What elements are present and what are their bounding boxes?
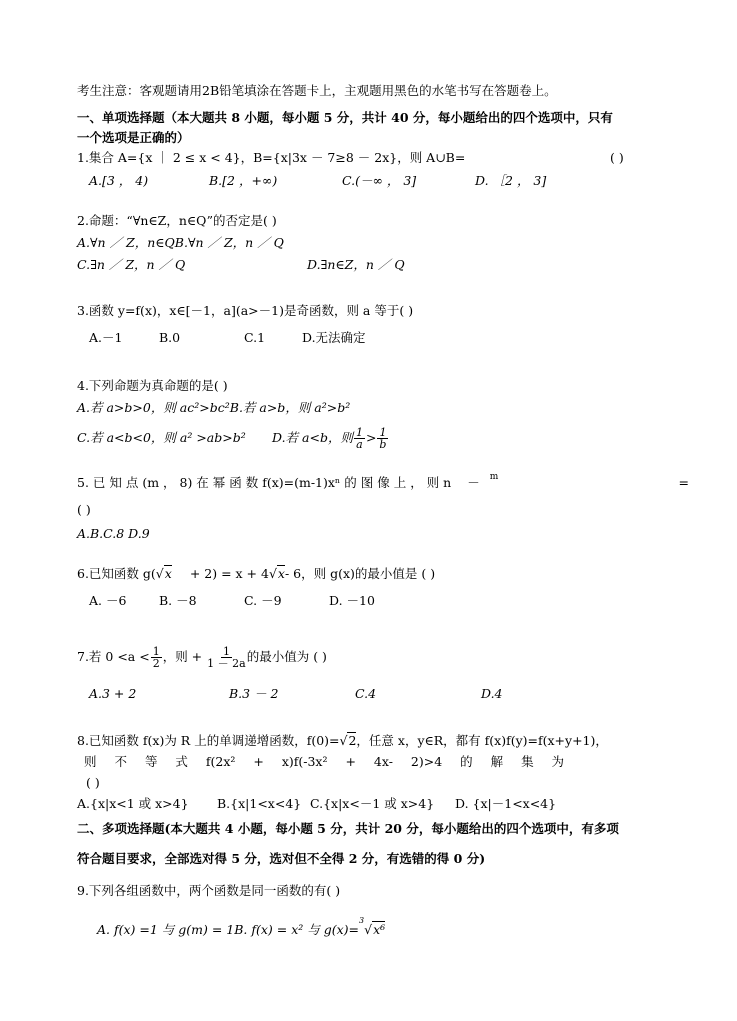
q6-option-d: D. －10 [329,593,375,608]
q7-option-b: B.3 － 2 [229,686,279,701]
frac-denominator: b [379,438,387,451]
q2-option-d: D.∃n∈Z，n ／ Q [307,257,405,272]
frac-numerator: 1 [222,645,230,658]
q5-equals: = [678,475,689,490]
q9-stem: 9.下列各组函数中，两个函数是同一函数的有( ) [77,883,341,898]
q4-stem: 4.下列命题为真命题的是( ) [77,378,228,393]
q8-option-b: B.{x|1<x<4} [217,796,302,811]
q9-root-index: 3 [359,916,365,925]
q8-option-c: C.{x|x<－1 或 x>4} [310,796,435,811]
q6-sqrt-sign-2: √ [268,566,277,581]
q6-radicand: x [164,566,172,581]
q4-option-d [272,424,389,452]
q9-radicand: x⁶ [373,922,386,937]
q4-gt: > [365,430,377,445]
q6-stem-mid: + 2) = x + 4 [189,566,269,581]
q7-option-a: A.3 + 2 [89,686,137,701]
q3-option-c: C.1 [244,330,266,345]
q6-option-c: C. －9 [244,593,282,608]
q7-pre: 7.若 0 <a < [77,649,150,664]
q8-sqrt-value: 2 [348,733,357,748]
q6-radicand-2: x [277,566,285,581]
section1-title-line2: 一个选项是正确的） [77,130,190,145]
q9-options-pre: A. f(x) =1 与 g(m) = 1B. f(x) = x² 与 g(x)= [97,922,359,937]
q5-stem-line [77,472,689,493]
q6-stem-post: - 6，则 g(x)的最小值是 ( ) [284,566,436,581]
section2-title-line1: 二、多项选择题(本大题共 4 小题，每小题 5 分，共计 20 分，每小题给出的四个选项中，有多项 [77,821,619,836]
notice: 考生注意：客观题请用2B铅笔填涂在答题卡上，主观题用黑色的水笔书写在答题卷上。 [77,83,557,98]
q5-sup: m [489,472,499,482]
q6-option-b: B. －8 [159,593,197,608]
q6-stem [77,566,435,582]
q5-stem: 5. 已 知 点 (m ， 8) 在 幂 函 数 f(x)=(m-1)xⁿ 的 图 像 上 ， 则 n [77,475,452,490]
q5-answer-paren: ( ) [77,502,91,517]
q3-option-b: B.0 [159,330,181,345]
q8-answer-paren: ( ) [86,775,100,790]
q4-frac-1-over-b [377,427,388,450]
q1-options [89,173,546,189]
q3-options [89,330,366,346]
q2-option-c: C.∃n ／ Z，n ／ Q [77,257,186,272]
q6-options [89,593,375,609]
q8-option-d: D. {x|－1<x<4} [455,796,557,811]
q1-option-a: A.[3 ， 4) [89,173,149,188]
q7-mid: ，则 + [162,649,203,664]
q8-option-a: A.{x|x<1 或 x>4} [77,796,189,811]
frac-denominator: 1 － 2a [207,657,246,670]
q3-stem: 3.函数 y=f(x)，x∈[－1，a](a>－1)是奇函数，则 a 等于( ) [77,303,414,318]
q8-line1 [77,733,608,749]
section1-title-line1: 一、单项选择题（本大题共 8 小题，每小题 5 分，共计 40 分，每小题给出的四个选项中，只有 [77,110,613,125]
q3-option-a: A.－1 [89,330,123,345]
q8-line2: 则 不 等 式 f(2x² + x)f(-3x² + 4x- 2)>4 的 解 集 为 [84,754,565,769]
q1-stem: 1.集合 A={x ｜ 2 ≤ x < 4}，B={x|3x － 7≥8 － 2x}，则 A∪B= [77,150,466,165]
q6-sqrt-sign: √ [155,566,164,581]
q5-minus: － [467,475,480,490]
q8-line1-pre: 8.已知函数 f(x)为 R 上的单调递增函数，f(0)= [77,733,340,748]
frac-numerator: 1 [355,426,363,439]
q4-frac-1-over-a [354,427,365,450]
frac-denominator: 2 [152,657,160,670]
q4-options-row1: A.若 a>b>0，则 ac²>bc²B.若 a>b，则 a²>b² [77,400,351,415]
q7-stem [77,640,327,674]
q9-options [97,916,386,940]
q7-frac-half [151,646,162,669]
q4-option-d-text: D.若 a<b，则 [272,430,353,445]
q8-options [77,796,556,812]
q7-options [89,686,503,702]
q1-answer-paren: ( ) [610,150,624,165]
q5-options: A.B.C.8 D.9 [77,526,150,541]
q8-sqrt-sign: √ [339,733,348,748]
q7-option-c: C.4 [355,686,377,701]
q3-option-d: D.无法确定 [302,330,366,345]
q7-option-d: D.4 [481,686,503,701]
q2-options-row1: A.∀n ／ Z，n∈QB.∀n ／ Z，n ／ Q [77,235,284,250]
q2-stem: 2.命题：“∀n∈Z，n∈Q”的否定是( ) [77,213,277,228]
frac-denominator: a [356,438,363,451]
q1-option-c: C.(－∞ ， 3] [342,173,417,188]
section2-title-line2: 符合题目要求，全部选对得 5 分，选对但不全得 2 分，有选错的得 0 分) [77,851,486,866]
frac-numerator: 1 [379,426,387,439]
q7-post: 的最小值为 ( ) [246,649,327,664]
q1-option-d: D. ［2 ， 3] [475,173,547,188]
q6-option-a: A. －6 [89,593,127,608]
q8-line1-post: ，任意 x，y∈R，都有 f(x)f(y)=f(x+y+1)， [356,733,608,748]
q7-frac-main [207,646,246,669]
q1-option-b: B.[2 ，+∞) [209,173,278,188]
frac-numerator: 1 [152,645,160,658]
q9-sqrt-sign: √ [364,922,373,937]
q6-stem-pre: 6.已知函数 g( [77,566,156,581]
q4-option-c: C.若 a<b<0，则 a² >ab>b² [77,430,246,445]
